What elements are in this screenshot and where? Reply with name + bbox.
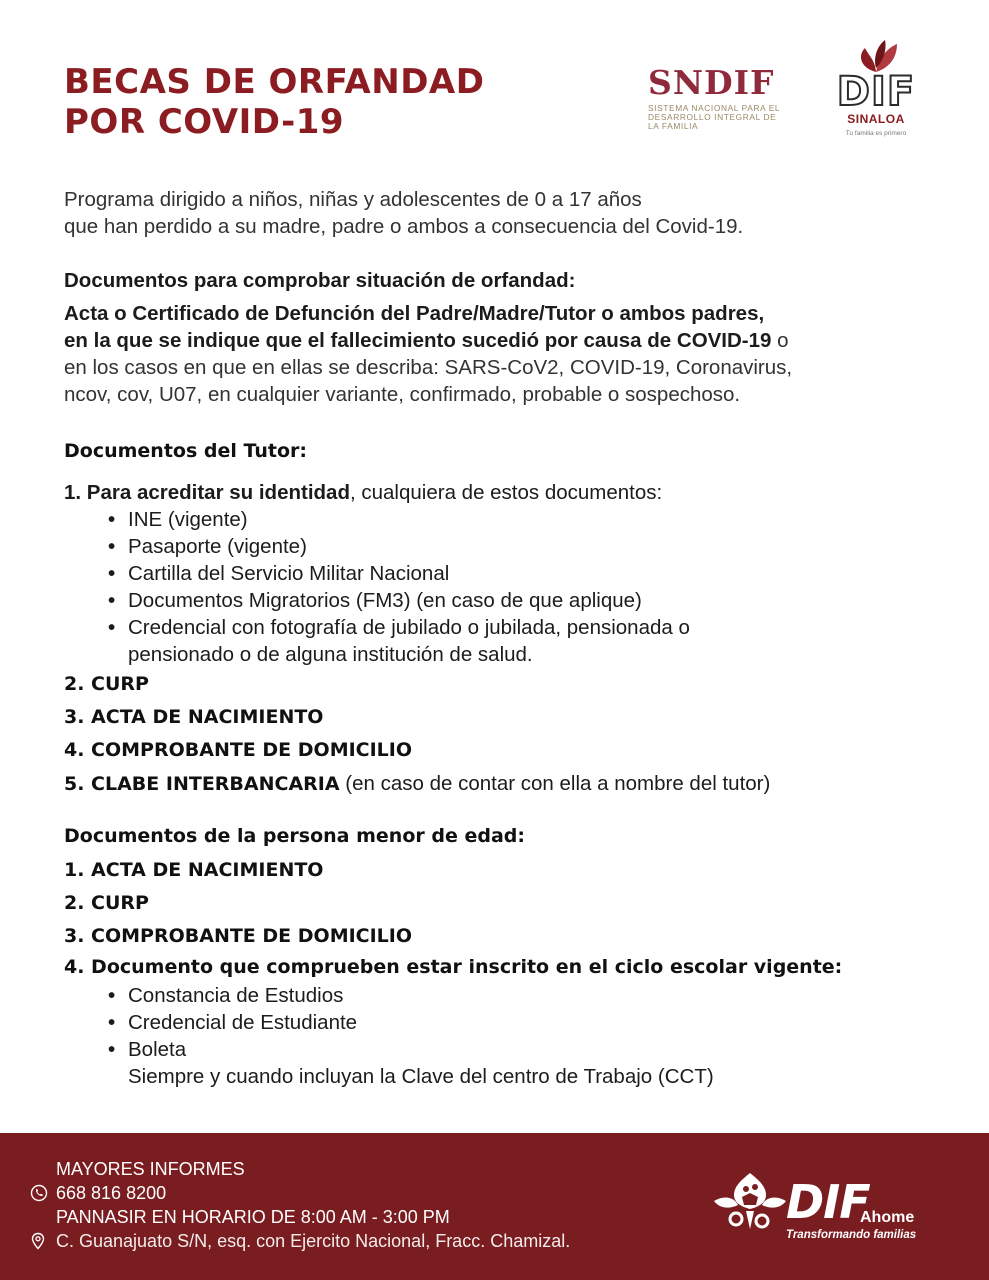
hours-line: PANNASIR EN HORARIO DE 8:00 AM - 3:00 PM	[56, 1207, 450, 1227]
school-doc-list	[104, 982, 944, 1090]
intro-paragraph	[64, 186, 944, 240]
tutor-heading: Documentos del Tutor:	[64, 440, 308, 462]
list-item: • Constancia de Estudios	[104, 982, 944, 1009]
minor-item-proof-address: 3. COMPROBANTE DE DOMICILIO	[64, 925, 413, 947]
minor-item-birth-cert: 1. ACTA DE NACIMIENTO	[64, 859, 324, 881]
main-content	[64, 186, 944, 1090]
dif-sinaloa-logo	[830, 38, 922, 137]
tutor-item-clabe-bold: 5. CLABE INTERBANCARIA	[64, 773, 340, 795]
tutor-item-clabe	[64, 767, 944, 801]
tutor-item-identity-rest: , cualquiera de estos documentos:	[349, 481, 663, 504]
orphanhood-section	[64, 267, 944, 408]
title-line-1: BECAS DE ORFANDAD	[64, 62, 485, 102]
minor-heading: Documentos de la persona menor de edad:	[64, 825, 525, 847]
list-item-continuation: pensionado o de alguna institución de salud.	[128, 643, 533, 666]
sndif-logo-subtitle: SISTEMA NACIONAL PARA EL DESARROLLO INTEGRAL DE LA FAMILIA	[648, 103, 780, 131]
list-item: • Documentos Migratorios (FM3) (en caso de que aplique)	[104, 587, 944, 614]
list-item: • Cartilla del Servicio Militar Nacional	[104, 560, 944, 587]
dif-ahome-logo	[712, 1171, 922, 1251]
tutor-item-birth-cert: 3. ACTA DE NACIMIENTO	[64, 706, 324, 728]
family-emblem-icon	[712, 1171, 788, 1231]
school-note: Siempre y cuando incluyan la Clave del centro de Trabajo (CCT)	[128, 1065, 714, 1088]
intro-line-2: que han perdido a su madre, padre o ambos a consecuencia del Covid-19.	[64, 215, 744, 238]
phone-number[interactable]: 668 816 8200	[56, 1183, 167, 1203]
list-item: • Boleta	[104, 1036, 944, 1063]
dif-ahome-logo-name: DIF	[786, 1175, 870, 1229]
address-text: C. Guanajuato S/N, esq. con Ejercito Nacional, Fracc. Chamizal.	[56, 1231, 571, 1251]
contact-info	[30, 1157, 570, 1253]
footer-bar	[0, 1133, 989, 1280]
list-item: • INE (vigente)	[104, 506, 944, 533]
location-pin-icon	[30, 1232, 56, 1250]
sndif-logo-name: SNDIF	[648, 63, 775, 102]
orphanhood-line-3: en los casos en que en ellas se describa: SARS-CoV2, COVID-19, Coronavirus,	[64, 356, 793, 379]
orphanhood-bold-line-2: en la que se indique que el fallecimiento sucedió por causa de COVID-19	[64, 329, 772, 352]
tutor-section	[64, 438, 944, 801]
intro-line-1: Programa dirigido a niños, niñas y adolescentes de 0 a 17 años	[64, 188, 642, 211]
dif-sinaloa-logo-state: SINALOA	[847, 112, 905, 126]
orphanhood-heading: Documentos para comprobar situación de orfandad:	[64, 269, 576, 292]
minor-section	[64, 823, 944, 1090]
orphanhood-tail-word: o	[771, 329, 789, 352]
minor-item-school-doc: 4. Documento que comprueben estar inscrito en el ciclo escolar vigente:	[64, 956, 843, 978]
tutor-item-clabe-rest: (en caso de contar con ella a nombre del tutor)	[339, 772, 771, 795]
dif-sinaloa-logo-name: DIF	[836, 69, 916, 115]
more-info-label: MAYORES INFORMES	[56, 1159, 245, 1179]
tutor-item-curp: 2. CURP	[64, 673, 149, 695]
list-item: • Credencial con fotografía de jubilado o jubilada, pensionada o	[104, 614, 944, 641]
dif-sinaloa-logo-tagline: Tu familia es primero	[845, 130, 907, 137]
minor-item-curp: 2. CURP	[64, 892, 149, 914]
page-title	[64, 62, 484, 142]
orphanhood-line-4: ncov, cov, U07, en cualquier variante, confirmado, probable o sospechoso.	[64, 383, 741, 406]
sndif-logo	[648, 63, 790, 131]
tutor-item-identity	[64, 479, 944, 506]
phone-line	[30, 1181, 570, 1205]
list-item: • Credencial de Estudiante	[104, 1009, 944, 1036]
dif-ahome-logo-tagline: Transformando familias	[786, 1229, 917, 1241]
orphanhood-bold-line-1: Acta o Certificado de Defunción del Padre/Madre/Tutor o ambos padres,	[64, 302, 765, 325]
identity-doc-list	[104, 506, 944, 668]
dif-ahome-logo-sub: Ahome	[860, 1209, 915, 1226]
address-line	[30, 1229, 570, 1253]
tutor-item-identity-bold: 1. Para acreditar su identidad	[64, 481, 350, 504]
title-line-2: POR COVID-19	[64, 102, 345, 142]
phone-icon	[30, 1184, 56, 1202]
tutor-item-proof-address: 4. COMPROBANTE DE DOMICILIO	[64, 739, 413, 761]
list-item: • Pasaporte (vigente)	[104, 533, 944, 560]
